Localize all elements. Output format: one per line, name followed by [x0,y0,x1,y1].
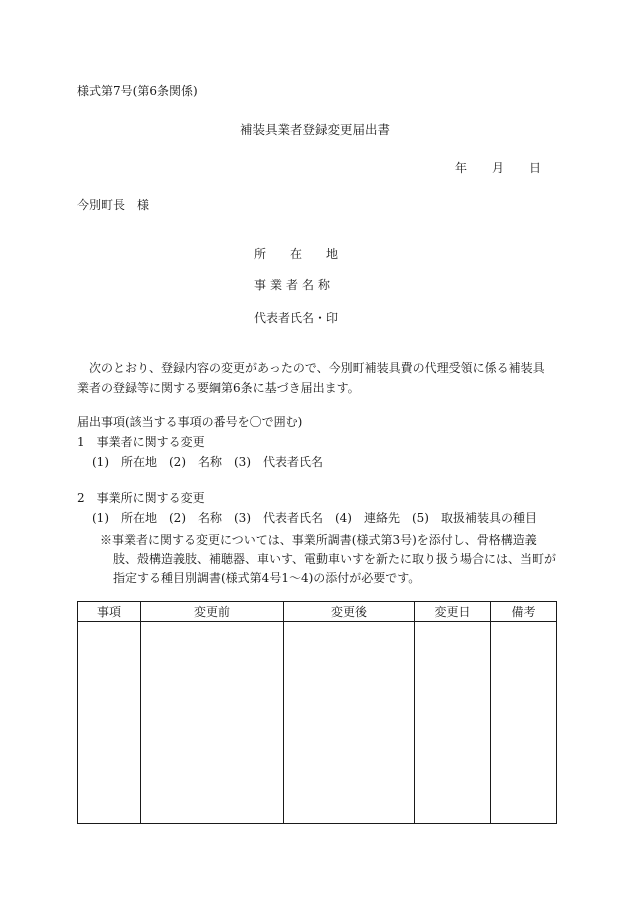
cell-after[interactable] [284,622,415,824]
date-month: 月 [492,161,505,175]
table-header-row [78,602,557,622]
location-label [254,248,338,260]
form-number: 様式第7号(第6条関係) [77,84,198,98]
notification-items-heading: 届出事項(該当する事項の番号を〇で囲む) [77,415,303,429]
location-char-3: 地 [326,247,339,261]
cell-remarks[interactable] [491,622,557,824]
addressee: 今別町長 様 [77,198,150,212]
changes-table [77,601,557,824]
representative-label: 代表者氏名・印 [254,311,339,325]
date-day: 日 [529,161,542,175]
business-name-label: 事業者名称 [254,278,335,292]
table-row [78,622,557,824]
body-paragraph: 次のとおり、登録内容の変更があったので、今別町補装具費の代理受領に係る補装具業者の登録等に関する要綱第6条に基づき届出ます。 [77,361,545,395]
header-before: 変更前 [141,602,284,622]
header-change-date: 変更日 [415,602,491,622]
document-title: 補装具業者登録変更届出書 [239,122,390,137]
date-year: 年 [455,161,468,175]
cell-item[interactable] [78,622,141,824]
attachment-note [100,531,560,588]
cell-change-date[interactable] [415,622,491,824]
header-remarks: 備考 [491,602,557,622]
header-after: 変更後 [284,602,415,622]
section1-heading: 1 事業者に関する変更 [77,435,205,449]
section1-options: (1) 所在地 (2) 名称 (3) 代表者氏名 [92,455,323,469]
header-item: 事項 [78,602,141,622]
attachment-note-text: ※事業者に関する変更については、事業所調書(様式第3号)を添付し、骨格構造義肢、殻構造義肢、補聴器、車いす、電動車いすを新たに取り扱う場合には、当町が指定する種目別調書(様式第4号1～4)の添付が必要です。 [100,533,557,585]
location-char-2: 在 [290,247,303,261]
section2-heading: 2 事業所に関する変更 [77,491,205,505]
cell-before[interactable] [141,622,284,824]
location-char-1: 所 [254,247,267,261]
section2-options: (1) 所在地 (2) 名称 (3) 代表者氏名 (4) 連絡先 (5) 取扱補装具の種目 [92,511,537,525]
